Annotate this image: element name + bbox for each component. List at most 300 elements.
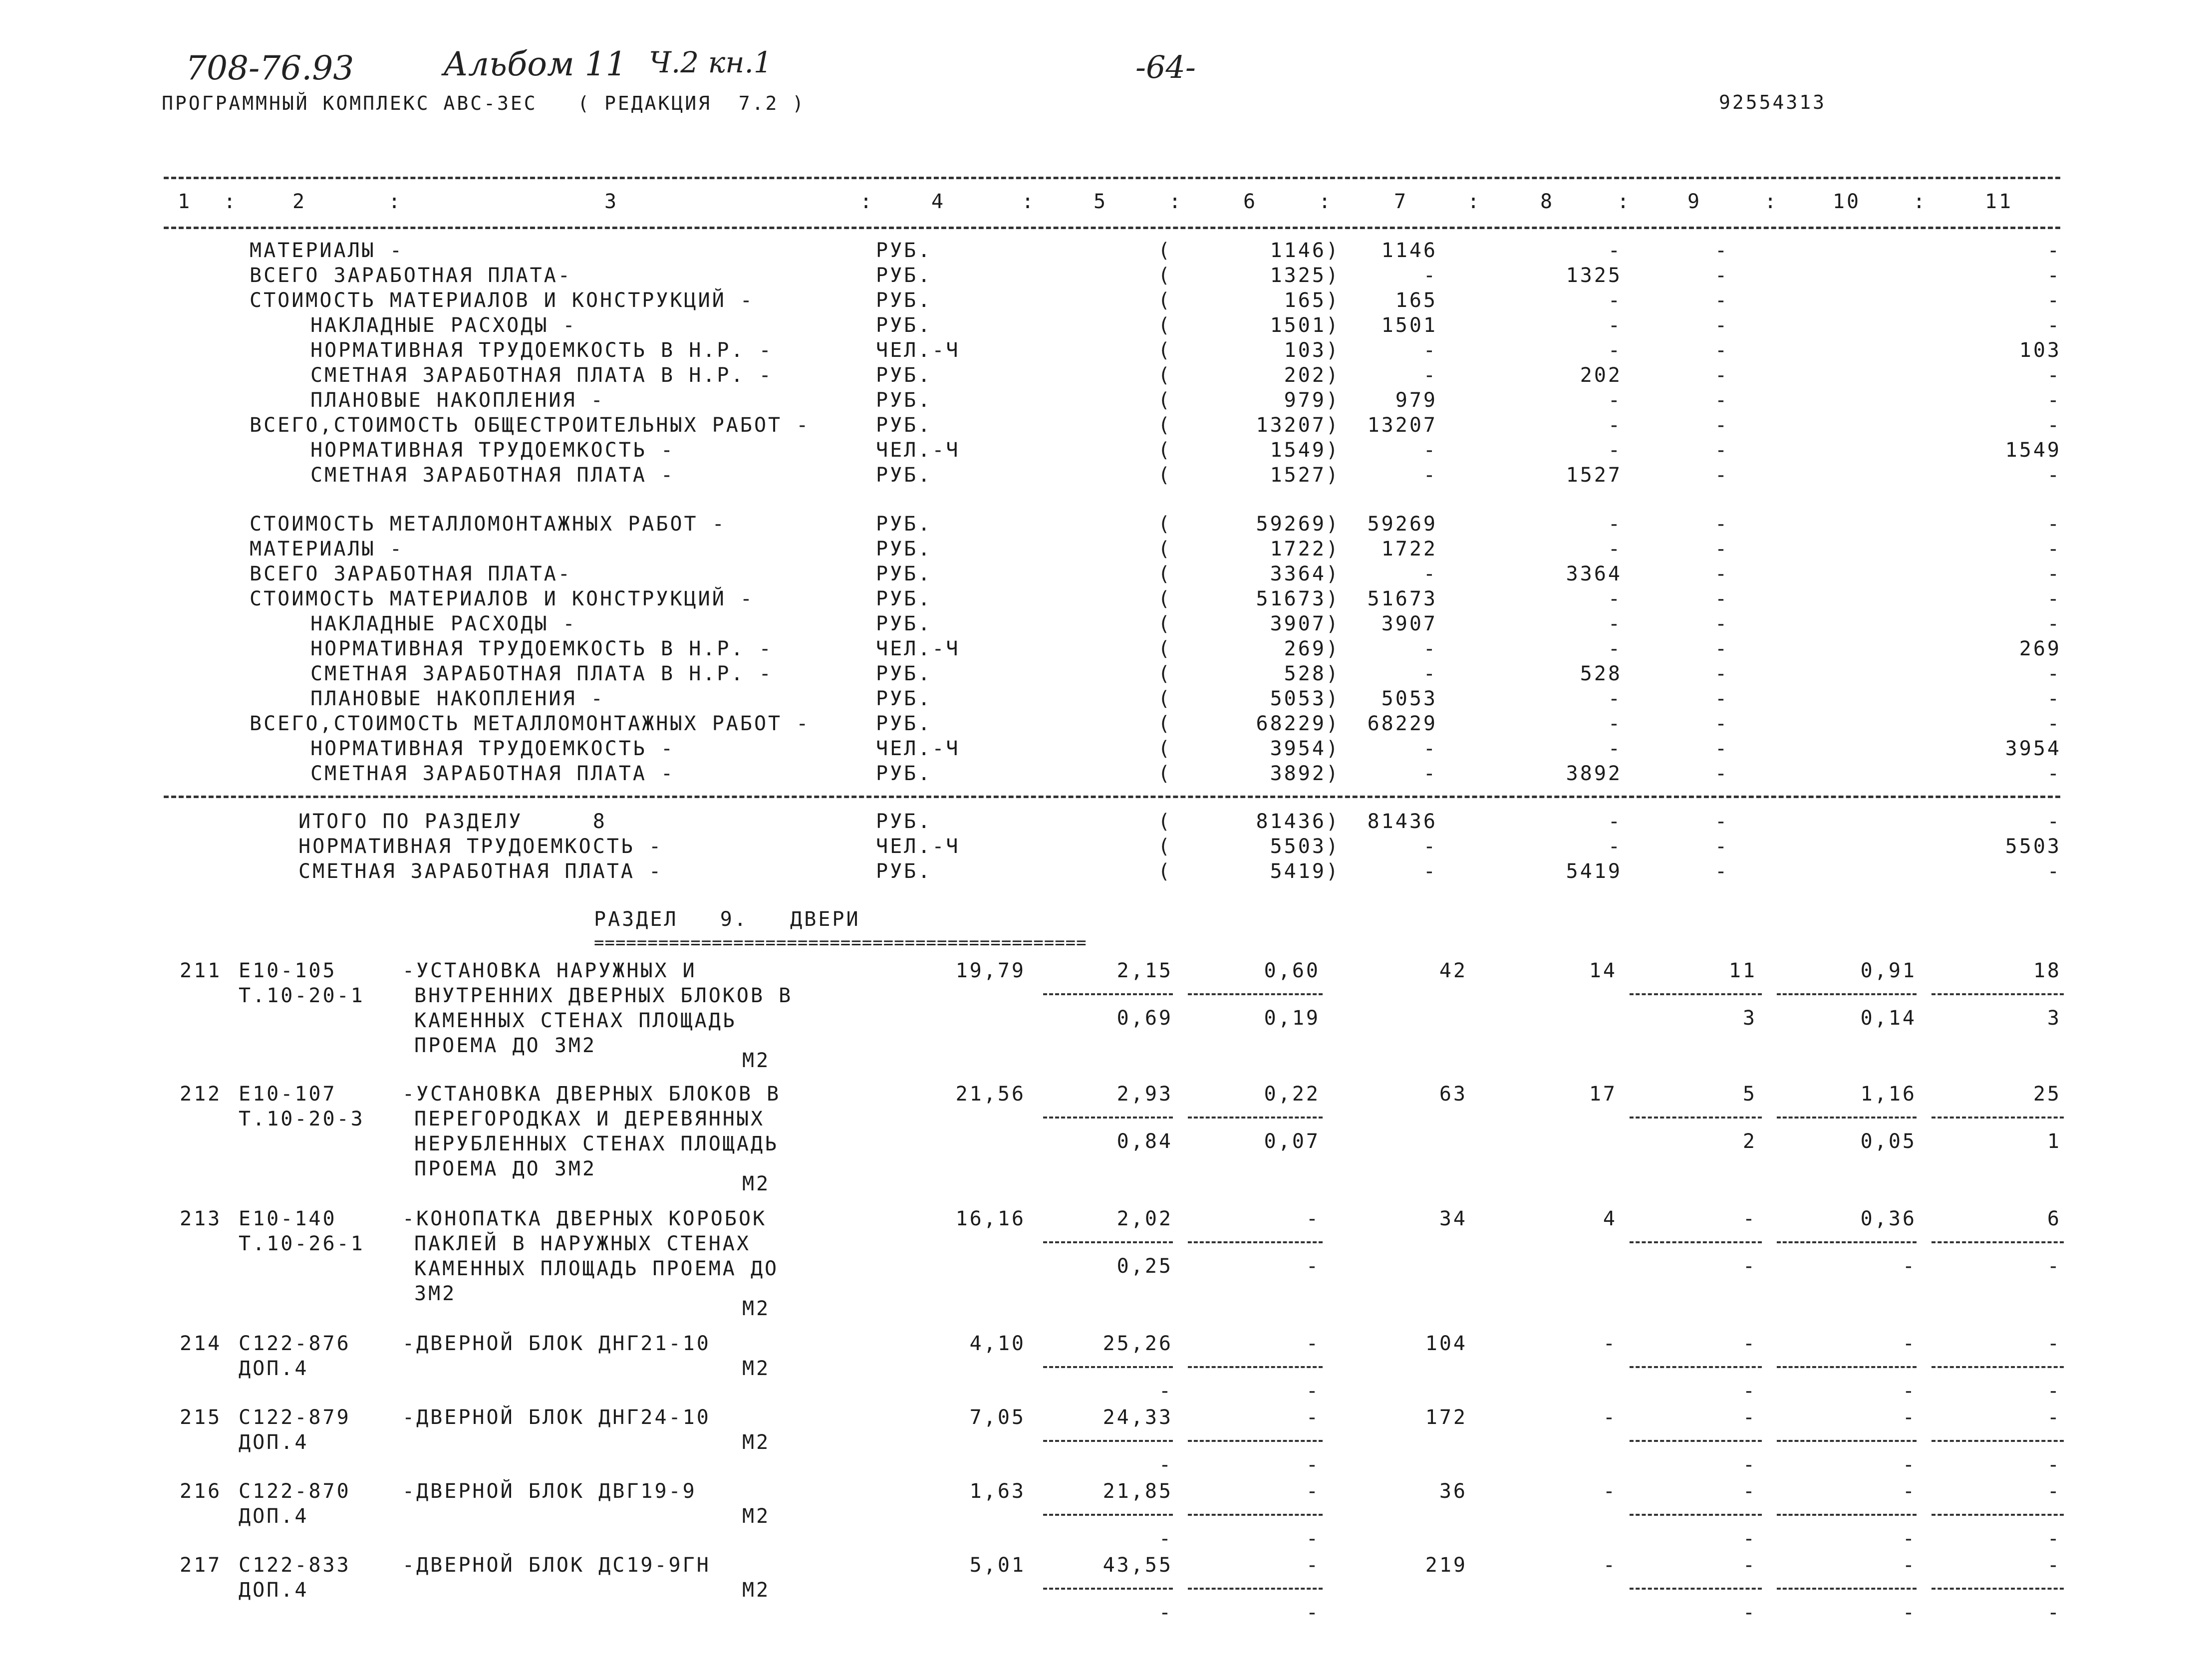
item-col5-lower: 0,69: [1116, 1007, 1173, 1030]
header-bottom-rule: [164, 227, 2060, 229]
summary-label: НАКЛАДНЫЕ РАСХОДЫ -: [310, 612, 577, 635]
item-reference: Т.10-20-3: [239, 1108, 365, 1130]
summary-col9: -: [1714, 637, 1729, 660]
item-code: Е10-107: [239, 1083, 337, 1106]
summary-col8: -: [1608, 389, 1622, 412]
item-col11-lower: -: [2047, 1601, 2061, 1624]
fraction-line: [1777, 1440, 1917, 1442]
item-col6: -: [1306, 1332, 1320, 1355]
summary-label: ПЛАНОВЫЕ НАКОПЛЕНИЯ -: [310, 389, 605, 412]
summary-col9: -: [1714, 687, 1729, 710]
summary-col7: 59269: [1367, 513, 1437, 536]
summary-col8: -: [1608, 637, 1622, 660]
fraction-line: [1630, 1241, 1762, 1243]
summary-col7: -: [1423, 762, 1437, 785]
item-quantity: 1,63: [969, 1480, 1026, 1503]
item-col8: 17: [1589, 1083, 1617, 1106]
fraction-line: [1630, 1514, 1762, 1516]
item-col6-lower: 0,19: [1264, 1007, 1320, 1030]
item-col11-lower: -: [2047, 1527, 2061, 1550]
fraction-line: [1043, 1366, 1173, 1368]
item-col11-lower: -: [2047, 1380, 2061, 1402]
summary-col11: -: [2047, 538, 2061, 560]
fraction-line: [1630, 1440, 1762, 1442]
summary-col11: 1549: [2005, 439, 2061, 462]
item-col9-lower: 3: [1742, 1007, 1757, 1030]
item-quantity: 5,01: [969, 1554, 1026, 1577]
column-separator: :: [1319, 190, 1333, 213]
summary-col8: 528: [1580, 662, 1622, 685]
summary-col7: 1501: [1381, 314, 1437, 337]
column-separator: :: [1617, 190, 1632, 213]
summary-col11: -: [2047, 810, 2061, 833]
item-description-line: -ДВЕРНОЙ БЛОК ДС19-9ГН: [402, 1554, 711, 1577]
summary-col6: 59269): [1256, 513, 1340, 536]
item-col5: 24,33: [1103, 1406, 1173, 1429]
summary-col9: -: [1714, 562, 1729, 585]
item-col6-lower: -: [1306, 1601, 1320, 1624]
item-description-line: ПАКЛЕЙ В НАРУЖНЫХ СТЕНАХ: [414, 1232, 751, 1255]
summary-col8: 3892: [1566, 762, 1622, 785]
header-top-rule: [164, 177, 2060, 179]
summary-col7: 81436: [1367, 810, 1437, 833]
column-header: 1: [177, 190, 192, 213]
item-unit: М2: [742, 1049, 771, 1072]
summary-col6: 3892): [1270, 762, 1340, 785]
item-number: 213: [180, 1207, 222, 1230]
summary-col6: 1325): [1270, 264, 1340, 287]
summary-paren: (: [1158, 562, 1172, 585]
item-description-line: 3М2: [414, 1282, 457, 1305]
item-unit: М2: [742, 1357, 771, 1380]
item-reference: ДОП.4: [239, 1579, 309, 1602]
fraction-line: [1777, 1241, 1917, 1243]
summary-col11: -: [2047, 513, 2061, 536]
item-col5: 2,15: [1116, 959, 1173, 982]
summary-col9: -: [1714, 712, 1729, 735]
summary-col7: -: [1423, 464, 1437, 487]
column-header: 7: [1393, 190, 1408, 213]
column-header: 4: [931, 190, 946, 213]
summary-col6: 1146): [1270, 239, 1340, 262]
fraction-line: [1043, 1588, 1173, 1590]
summary-col8: -: [1608, 314, 1622, 337]
summary-label: ВСЕГО ЗАРАБОТНАЯ ПЛАТА-: [250, 264, 572, 287]
summary-col6: 269): [1284, 637, 1340, 660]
summary-unit: ЧЕЛ.-Ч: [876, 637, 960, 660]
item-col9: -: [1742, 1207, 1757, 1230]
item-number: 216: [180, 1480, 222, 1503]
item-reference: Т.10-20-1: [239, 984, 365, 1007]
summary-unit: ЧЕЛ.-Ч: [876, 439, 960, 462]
summary-col11: -: [2047, 239, 2061, 262]
summary-col6: 1501): [1270, 314, 1340, 337]
fraction-line: [1932, 1440, 2064, 1442]
item-col10: 0,91: [1860, 959, 1917, 982]
item-description-line: НЕРУБЛЕННЫХ СТЕНАХ ПЛОЩАДЬ: [414, 1132, 779, 1155]
column-separator: :: [1467, 190, 1482, 213]
summary-paren: (: [1158, 513, 1172, 536]
item-quantity: 21,56: [955, 1083, 1026, 1106]
item-description-line: ПРОЕМА ДО 3М2: [414, 1157, 597, 1180]
summary-col7: 13207: [1367, 414, 1437, 437]
summary-col8: -: [1608, 538, 1622, 560]
item-col9: 5: [1742, 1083, 1757, 1106]
item-unit: М2: [742, 1505, 771, 1528]
summary-paren: (: [1158, 339, 1172, 362]
item-unit: М2: [742, 1579, 771, 1602]
summary-col9: -: [1714, 662, 1729, 685]
item-code: Е10-140: [239, 1207, 337, 1230]
fraction-line: [1777, 1117, 1917, 1119]
item-col9: -: [1742, 1332, 1757, 1355]
summary-label: ПЛАНОВЫЕ НАКОПЛЕНИЯ -: [310, 687, 605, 710]
column-header: 8: [1540, 190, 1555, 213]
item-col10: -: [1902, 1480, 1917, 1503]
summary-col9: -: [1714, 737, 1729, 760]
summary-col7: 1722: [1381, 538, 1437, 560]
item-col6: 0,60: [1264, 959, 1320, 982]
summary-label: ВСЕГО,СТОИМОСТЬ МЕТАЛЛОМОНТАЖНЫХ РАБОТ -: [250, 712, 811, 735]
item-col9-lower: -: [1742, 1453, 1757, 1476]
summary-paren: (: [1158, 389, 1172, 412]
summary-unit: ЧЕЛ.-Ч: [876, 737, 960, 760]
item-col11: -: [2047, 1406, 2061, 1429]
summary-col7: -: [1423, 439, 1437, 462]
summary-col8: 1527: [1566, 464, 1622, 487]
item-unit: М2: [742, 1297, 771, 1320]
item-col10-lower: -: [1902, 1453, 1917, 1476]
summary-paren: (: [1158, 414, 1172, 437]
item-description-line: -ДВЕРНОЙ БЛОК ДНГ21-10: [402, 1332, 711, 1355]
summary-col9: -: [1714, 810, 1729, 833]
handwritten-part: Ч.2 кн.1: [649, 45, 772, 79]
column-header: 2: [292, 190, 307, 213]
summary-col11: 269: [2019, 637, 2061, 660]
summary-col9: -: [1714, 389, 1729, 412]
summary-col6: 5503): [1270, 835, 1340, 858]
item-col11-lower: -: [2047, 1255, 2061, 1278]
item-col5-lower: 0,25: [1116, 1255, 1173, 1278]
summary-col8: 1325: [1566, 264, 1622, 287]
item-description-line: КАМЕННЫХ ПЛОЩАДЬ ПРОЕМА ДО: [414, 1257, 779, 1280]
item-col8: 14: [1589, 959, 1617, 982]
item-quantity: 16,16: [955, 1207, 1026, 1230]
fraction-line: [1188, 993, 1323, 995]
fraction-line: [1777, 993, 1917, 995]
summary-paren: (: [1158, 637, 1172, 660]
item-col5-lower: 0,84: [1116, 1130, 1173, 1153]
summary-col7: -: [1423, 339, 1437, 362]
item-description-line: ПРОЕМА ДО 3М2: [414, 1034, 597, 1057]
summary-label: СМЕТНАЯ ЗАРАБОТНАЯ ПЛАТА -: [310, 762, 675, 785]
summary-col6: 81436): [1256, 810, 1340, 833]
column-header: 11: [1984, 190, 2013, 213]
fraction-line: [1188, 1366, 1323, 1368]
summary-paren: (: [1158, 835, 1172, 858]
summary-col6: 3907): [1270, 612, 1340, 635]
summary-col7: 51673: [1367, 587, 1437, 610]
summary-col11: 3954: [2005, 737, 2061, 760]
fraction-line: [1188, 1588, 1323, 1590]
item-col10: -: [1902, 1332, 1917, 1355]
item-number: 214: [180, 1332, 222, 1355]
summary-col6: 1722): [1270, 538, 1340, 560]
item-col7: 63: [1439, 1083, 1467, 1106]
summary-col9: -: [1714, 513, 1729, 536]
item-unit: М2: [742, 1431, 771, 1454]
summary-col9: -: [1714, 289, 1729, 312]
summary-label: СМЕТНАЯ ЗАРАБОТНАЯ ПЛАТА В Н.Р. -: [310, 364, 773, 387]
fraction-line: [1932, 1514, 2064, 1516]
item-col6-lower: 0,07: [1264, 1130, 1320, 1153]
summary-label: СТОИМОСТЬ МАТЕРИАЛОВ И КОНСТРУКЦИЙ -: [250, 289, 754, 312]
summary-paren: (: [1158, 662, 1172, 685]
fraction-line: [1630, 1588, 1762, 1590]
summary-paren: (: [1158, 264, 1172, 287]
column-separator: :: [860, 190, 874, 213]
page-number: -64-: [1135, 49, 1196, 85]
column-separator: :: [224, 190, 238, 213]
summary-label: НОРМАТИВНАЯ ТРУДОЕМКОСТЬ -: [310, 737, 675, 760]
summary-col7: 165: [1395, 289, 1437, 312]
item-col11: 6: [2047, 1207, 2061, 1230]
summary-label: СТОИМОСТЬ МЕТАЛЛОМОНТАЖНЫХ РАБОТ -: [250, 513, 726, 536]
summary-label: НАКЛАДНЫЕ РАСХОДЫ -: [310, 314, 577, 337]
item-col11: -: [2047, 1332, 2061, 1355]
summary-col9: -: [1714, 239, 1729, 262]
summary-col7: 3907: [1381, 612, 1437, 635]
summary-col6: 68229): [1256, 712, 1340, 735]
item-col6: -: [1306, 1554, 1320, 1577]
summary-col11: 103: [2019, 339, 2061, 362]
summary-unit: РУБ.: [876, 662, 932, 685]
summary-label: ВСЕГО ЗАРАБОТНАЯ ПЛАТА-: [250, 562, 572, 585]
summary-unit: РУБ.: [876, 538, 932, 560]
summary-label: НОРМАТИВНАЯ ТРУДОЕМКОСТЬ -: [298, 835, 663, 858]
summary-col7: -: [1423, 364, 1437, 387]
summary-col7: -: [1423, 637, 1437, 660]
item-col9: -: [1742, 1480, 1757, 1503]
item-description-line: ПЕРЕГОРОДКАХ И ДЕРЕВЯННЫХ: [414, 1108, 765, 1130]
column-header: 10: [1832, 190, 1861, 213]
item-col9: -: [1742, 1554, 1757, 1577]
summary-col8: -: [1608, 587, 1622, 610]
summary-col11: -: [2047, 712, 2061, 735]
item-reference: ДОП.4: [239, 1357, 309, 1380]
item-col9-lower: -: [1742, 1255, 1757, 1278]
summary-col6: 3364): [1270, 562, 1340, 585]
item-quantity: 4,10: [969, 1332, 1026, 1355]
summary-paren: (: [1158, 289, 1172, 312]
item-col8: -: [1603, 1480, 1617, 1503]
item-code: С122-876: [239, 1332, 351, 1355]
item-col10-lower: -: [1902, 1380, 1917, 1402]
item-col6-lower: -: [1306, 1255, 1320, 1278]
item-col8: -: [1603, 1554, 1617, 1577]
summary-col8: -: [1608, 513, 1622, 536]
summary-col11: -: [2047, 414, 2061, 437]
item-number: 211: [180, 959, 222, 982]
summary-col8: -: [1608, 289, 1622, 312]
summary-label: СМЕТНАЯ ЗАРАБОТНАЯ ПЛАТА В Н.Р. -: [310, 662, 773, 685]
summary-label: СТОИМОСТЬ МАТЕРИАЛОВ И КОНСТРУКЦИЙ -: [250, 587, 754, 610]
summary-col8: -: [1608, 612, 1622, 635]
summary-col11: -: [2047, 587, 2061, 610]
fraction-line: [1630, 1366, 1762, 1368]
summary-paren: (: [1158, 464, 1172, 487]
summary-paren: (: [1158, 364, 1172, 387]
item-col11-lower: 3: [2047, 1007, 2061, 1030]
column-separator: :: [388, 190, 403, 213]
summary-col7: 5053: [1381, 687, 1437, 710]
fraction-line: [1932, 1241, 2064, 1243]
fraction-line: [1188, 1117, 1323, 1119]
item-col9-lower: -: [1742, 1527, 1757, 1550]
fraction-line: [1043, 1117, 1173, 1119]
summary-unit: РУБ.: [876, 712, 932, 735]
summary-col6: 51673): [1256, 587, 1340, 610]
column-header: 3: [604, 190, 619, 213]
summary-col6: 13207): [1256, 414, 1340, 437]
item-col10: 1,16: [1860, 1083, 1917, 1106]
column-header: 6: [1243, 190, 1258, 213]
item-col5-lower: -: [1158, 1380, 1173, 1402]
item-code: С122-870: [239, 1480, 351, 1503]
summary-unit: РУБ.: [876, 810, 932, 833]
fraction-line: [1188, 1514, 1323, 1516]
fraction-line: [1043, 1514, 1173, 1516]
item-col5: 21,85: [1103, 1480, 1173, 1503]
summary-unit: ЧЕЛ.-Ч: [876, 835, 960, 858]
summary-col8: -: [1608, 339, 1622, 362]
summary-paren: (: [1158, 860, 1172, 883]
summary-col9: -: [1714, 464, 1729, 487]
item-col10-lower: -: [1902, 1527, 1917, 1550]
item-col9-lower: -: [1742, 1380, 1757, 1402]
item-col5-lower: -: [1158, 1527, 1173, 1550]
summary-paren: (: [1158, 737, 1172, 760]
item-col10: 0,36: [1860, 1207, 1917, 1230]
summary-paren: (: [1158, 239, 1172, 262]
summary-label: СМЕТНАЯ ЗАРАБОТНАЯ ПЛАТА -: [298, 860, 663, 883]
summary-label: НОРМАТИВНАЯ ТРУДОЕМКОСТЬ В Н.Р. -: [310, 637, 773, 660]
summary-label: НОРМАТИВНАЯ ТРУДОЕМКОСТЬ В Н.Р. -: [310, 339, 773, 362]
summary-col11: -: [2047, 662, 2061, 685]
summary-col11: -: [2047, 612, 2061, 635]
item-col9: -: [1742, 1406, 1757, 1429]
item-reference: ДОП.4: [239, 1431, 309, 1454]
item-col5: 2,93: [1116, 1083, 1173, 1106]
summary-col11: -: [2047, 860, 2061, 883]
summary-col11: -: [2047, 289, 2061, 312]
summary-col11: -: [2047, 464, 2061, 487]
summary-col7: -: [1423, 662, 1437, 685]
summary-col8: 3364: [1566, 562, 1622, 585]
section-8-total-rule: [164, 796, 2060, 798]
item-col11: -: [2047, 1480, 2061, 1503]
summary-unit: РУБ.: [876, 414, 932, 437]
summary-col6: 5053): [1270, 687, 1340, 710]
summary-paren: (: [1158, 538, 1172, 560]
summary-col9: -: [1714, 414, 1729, 437]
summary-unit: РУБ.: [876, 612, 932, 635]
item-col7: 172: [1425, 1406, 1467, 1429]
summary-unit: РУБ.: [876, 860, 932, 883]
column-separator: :: [1169, 190, 1183, 213]
column-separator: :: [1764, 190, 1779, 213]
summary-col11: -: [2047, 762, 2061, 785]
summary-col9: -: [1714, 538, 1729, 560]
fraction-line: [1932, 1117, 2064, 1119]
summary-col8: -: [1608, 712, 1622, 735]
column-header: 5: [1093, 190, 1108, 213]
summary-unit: РУБ.: [876, 314, 932, 337]
summary-unit: РУБ.: [876, 587, 932, 610]
item-col9-lower: -: [1742, 1601, 1757, 1624]
item-col8: -: [1603, 1406, 1617, 1429]
summary-col9: -: [1714, 860, 1729, 883]
summary-unit: РУБ.: [876, 364, 932, 387]
item-col6: -: [1306, 1207, 1320, 1230]
summary-col8: 202: [1580, 364, 1622, 387]
item-col8: -: [1603, 1332, 1617, 1355]
item-col11: -: [2047, 1554, 2061, 1577]
item-quantity: 19,79: [955, 959, 1026, 982]
fraction-line: [1932, 993, 2064, 995]
summary-col8: -: [1608, 414, 1622, 437]
item-description-line: -ДВЕРНОЙ БЛОК ДНГ24-10: [402, 1406, 711, 1429]
summary-unit: РУБ.: [876, 562, 932, 585]
summary-unit: РУБ.: [876, 239, 932, 262]
summary-unit: РУБ.: [876, 289, 932, 312]
summary-col11: -: [2047, 687, 2061, 710]
summary-col6: 3954): [1270, 737, 1340, 760]
summary-col7: -: [1423, 835, 1437, 858]
summary-col7: -: [1423, 860, 1437, 883]
item-col5: 25,26: [1103, 1332, 1173, 1355]
item-col7: 34: [1439, 1207, 1467, 1230]
handwritten-code: 708-76.93: [186, 49, 354, 87]
item-col10-lower: 0,05: [1860, 1130, 1917, 1153]
item-description-line: ВНУТРЕННИХ ДВЕРНЫХ БЛОКОВ В: [414, 984, 793, 1007]
item-col10-lower: -: [1902, 1255, 1917, 1278]
item-reference: Т.10-26-1: [239, 1232, 365, 1255]
item-col10-lower: -: [1902, 1601, 1917, 1624]
summary-unit: РУБ.: [876, 687, 932, 710]
item-col7: 36: [1439, 1480, 1467, 1503]
item-description-line: -УСТАНОВКА НАРУЖНЫХ И: [402, 959, 697, 982]
summary-paren: (: [1158, 439, 1172, 462]
item-col7: 219: [1425, 1554, 1467, 1577]
summary-col9: -: [1714, 762, 1729, 785]
summary-col6: 1527): [1270, 464, 1340, 487]
summary-col8: -: [1608, 439, 1622, 462]
item-col9-lower: 2: [1742, 1130, 1757, 1153]
summary-paren: (: [1158, 314, 1172, 337]
section-title: РАЗДЕЛ 9. ДВЕРИ: [594, 908, 860, 931]
summary-col9: -: [1714, 612, 1729, 635]
summary-unit: РУБ.: [876, 264, 932, 287]
fraction-line: [1630, 1117, 1762, 1119]
summary-col7: -: [1423, 737, 1437, 760]
document-number: 92554313: [1719, 91, 1827, 113]
summary-label: МАТЕРИАЛЫ -: [250, 538, 404, 560]
fraction-line: [1188, 1440, 1323, 1442]
item-col6-lower: -: [1306, 1453, 1320, 1476]
item-col11: 25: [2033, 1083, 2061, 1106]
summary-col11: -: [2047, 364, 2061, 387]
